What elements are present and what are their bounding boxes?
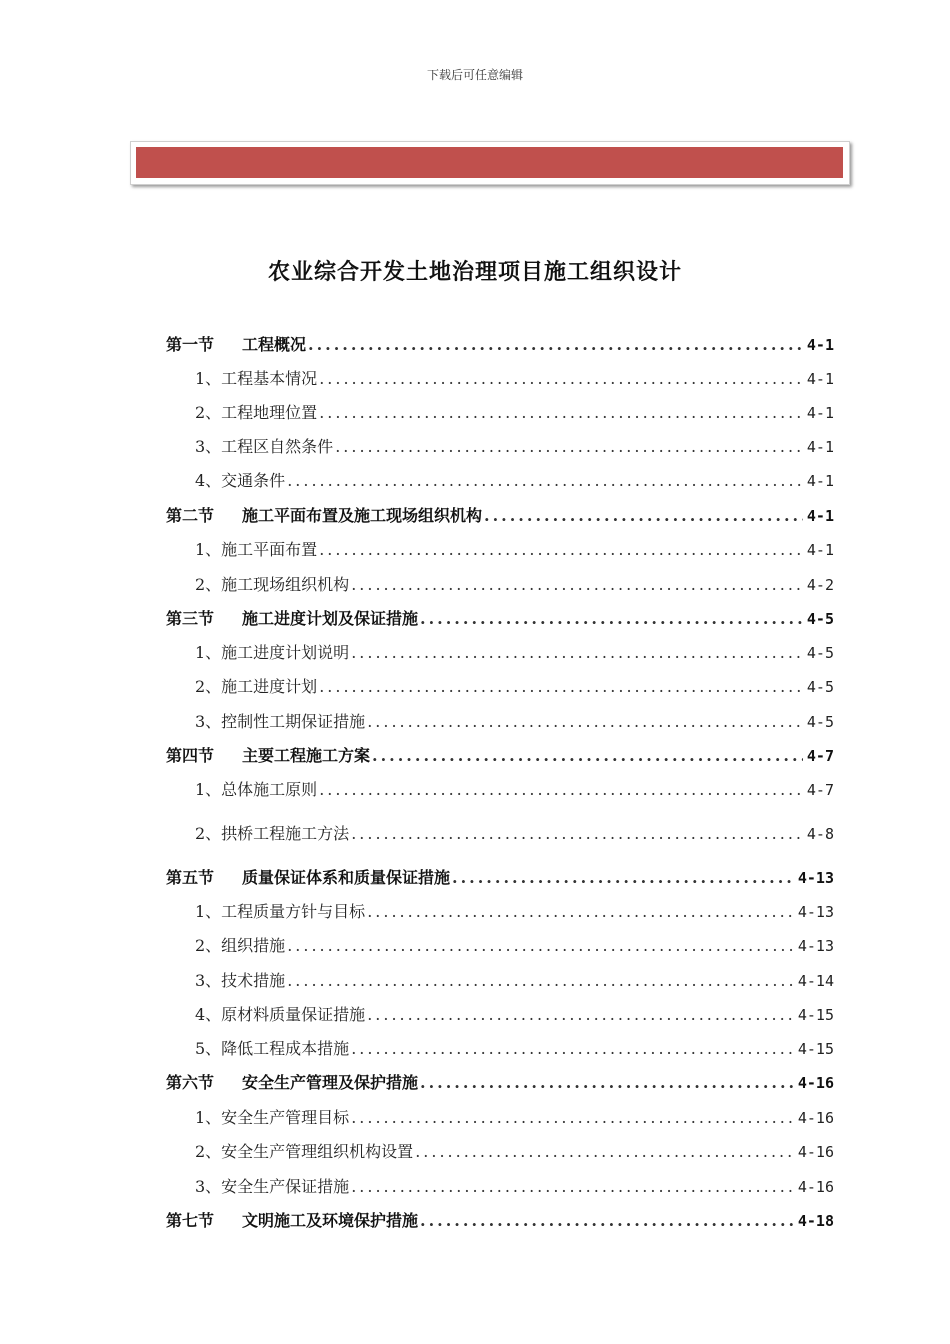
toc-entry-label <box>195 901 365 923</box>
toc-page-number: 4-7 <box>806 781 834 799</box>
toc-subsection-entry[interactable] <box>195 574 834 596</box>
toc-page-number: 4-16 <box>797 1074 834 1092</box>
toc-section-entry[interactable] <box>166 867 834 889</box>
toc-entry-text: 1、工程基本情况 <box>195 369 318 388</box>
toc-entry-label <box>195 1004 365 1026</box>
toc-entry-label <box>166 505 482 527</box>
toc-dot-leader <box>367 901 794 923</box>
toc-entry-text: 3、安全生产保证措施 <box>195 1177 350 1196</box>
toc-page-number: 4-5 <box>806 644 834 662</box>
toc-entry-text: 2、施工进度计划 <box>195 677 318 696</box>
toc-page-number: 4-8 <box>806 825 834 843</box>
toc-section-entry[interactable] <box>166 1072 834 1094</box>
toc-entry-text: 4、原材料质量保证措施 <box>195 1005 366 1024</box>
toc-entry-text: 施工平面布置及施工现场组织机构 <box>242 506 483 525</box>
toc-dot-leader <box>367 1004 794 1026</box>
toc-section-number: 第三节 <box>166 609 215 628</box>
toc-subsection-entry[interactable] <box>195 970 834 992</box>
toc-page-number: 4-15 <box>797 1006 834 1024</box>
toc-subsection-entry[interactable] <box>195 402 834 424</box>
toc-section-number: 第二节 <box>166 506 215 525</box>
toc-page-number: 4-13 <box>797 869 834 887</box>
toc-page-number: 4-14 <box>797 972 834 990</box>
toc-subsection-entry[interactable] <box>195 676 834 698</box>
toc-page-number: 4-1 <box>806 404 834 422</box>
toc-entry-text: 1、施工平面布置 <box>195 540 318 559</box>
toc-entry-label <box>195 1141 413 1163</box>
toc-entry-text: 工程概况 <box>242 335 307 354</box>
title-banner <box>130 141 850 185</box>
toc-entry-label <box>195 368 317 390</box>
toc-entry-label <box>195 711 365 733</box>
toc-entry-label <box>195 935 285 957</box>
toc-dot-leader <box>420 1210 794 1232</box>
toc-entry-text: 安全生产管理及保护措施 <box>242 1073 419 1092</box>
toc-entry-text: 1、施工进度计划说明 <box>195 643 350 662</box>
toc-entry-label <box>195 676 317 698</box>
toc-section-number: 第五节 <box>166 868 215 887</box>
toc-dot-leader <box>319 676 803 698</box>
toc-page-number: 4-1 <box>806 438 834 456</box>
toc-entry-label <box>195 539 317 561</box>
toc-page-number: 4-5 <box>806 678 834 696</box>
toc-dot-leader <box>308 334 803 356</box>
toc-subsection-entry[interactable] <box>195 470 834 492</box>
toc-subsection-entry[interactable] <box>195 1141 834 1163</box>
toc-dot-leader <box>351 1038 794 1060</box>
toc-dot-leader <box>367 711 803 733</box>
toc-page-number: 4-13 <box>797 937 834 955</box>
toc-section-entry[interactable] <box>166 608 834 630</box>
toc-page-number: 4-7 <box>806 747 834 765</box>
toc-entry-text: 3、工程区自然条件 <box>195 437 334 456</box>
toc-entry-label <box>195 779 317 801</box>
toc-page-number: 4-1 <box>806 472 834 490</box>
toc-section-entry[interactable] <box>166 745 834 767</box>
toc-page-number: 4-2 <box>806 576 834 594</box>
toc-subsection-entry[interactable] <box>195 1004 834 1026</box>
toc-subsection-entry[interactable] <box>195 1038 834 1060</box>
toc-entry-text: 1、安全生产管理目标 <box>195 1108 350 1127</box>
toc-page-number: 4-5 <box>806 713 834 731</box>
toc-subsection-entry[interactable] <box>195 1176 834 1198</box>
toc-entry-text: 2、安全生产管理组织机构设置 <box>195 1142 414 1161</box>
toc-entry-text: 1、总体施工原则 <box>195 780 318 799</box>
toc-subsection-entry[interactable] <box>195 779 834 801</box>
toc-dot-leader <box>319 539 803 561</box>
toc-dot-leader <box>351 1107 794 1129</box>
toc-page-number: 4-15 <box>797 1040 834 1058</box>
toc-page-number: 4-1 <box>806 507 834 525</box>
toc-entry-text: 3、技术措施 <box>195 971 286 990</box>
toc-entry-label <box>166 1072 418 1094</box>
toc-subsection-entry[interactable] <box>195 539 834 561</box>
toc-dot-leader <box>484 505 803 527</box>
toc-entry-label <box>195 1107 349 1129</box>
toc-entry-text: 2、工程地理位置 <box>195 403 318 422</box>
toc-dot-leader <box>319 779 803 801</box>
toc-dot-leader <box>351 823 803 845</box>
toc-dot-leader <box>319 368 803 390</box>
toc-entry-label <box>166 608 418 630</box>
toc-dot-leader <box>287 935 794 957</box>
title-banner-fill <box>136 147 843 178</box>
toc-entry-text: 施工进度计划及保证措施 <box>242 609 419 628</box>
toc-page-number: 4-16 <box>797 1109 834 1127</box>
toc-entry-text: 2、组织措施 <box>195 936 286 955</box>
toc-section-entry[interactable] <box>166 334 834 356</box>
toc-dot-leader <box>351 642 803 664</box>
toc-dot-leader <box>351 1176 794 1198</box>
header-note: 下载后可任意编辑 <box>426 68 523 82</box>
toc-subsection-entry[interactable] <box>195 436 834 458</box>
toc-entry-text: 2、拱桥工程施工方法 <box>195 824 350 843</box>
toc-page-number: 4-16 <box>797 1178 834 1196</box>
toc-entry-label <box>195 470 285 492</box>
toc-page-number: 4-16 <box>797 1143 834 1161</box>
toc-entry-text: 4、交通条件 <box>195 471 286 490</box>
toc-page-number: 4-5 <box>806 610 834 628</box>
toc-subsection-entry[interactable] <box>195 642 834 664</box>
toc-dot-leader <box>452 867 794 889</box>
toc-entry-label <box>195 574 349 596</box>
toc-entry-label <box>195 970 285 992</box>
toc-subsection-entry[interactable] <box>195 823 834 845</box>
toc-subsection-entry[interactable] <box>195 368 834 390</box>
toc-section-entry[interactable] <box>166 1210 834 1232</box>
toc-section-entry[interactable] <box>166 505 834 527</box>
toc-entry-label <box>195 1038 349 1060</box>
toc-dot-leader <box>351 574 803 596</box>
toc-page-number: 4-1 <box>806 370 834 388</box>
toc-entry-label <box>166 745 370 767</box>
toc-dot-leader <box>335 436 803 458</box>
toc-entry-label <box>195 1176 349 1198</box>
toc-entry-text: 2、施工现场组织机构 <box>195 575 350 594</box>
toc-entry-text: 5、降低工程成本措施 <box>195 1039 350 1058</box>
toc-subsection-entry[interactable] <box>195 935 834 957</box>
toc-section-number: 第四节 <box>166 746 215 765</box>
toc-entry-label <box>166 867 450 889</box>
document-title: 农业综合开发土地治理项目施工组织设计 <box>267 260 682 285</box>
toc-entry-label <box>195 642 349 664</box>
toc-entry-text: 文明施工及环境保护措施 <box>242 1211 419 1230</box>
toc-page-number: 4-13 <box>797 903 834 921</box>
toc-dot-leader <box>420 608 803 630</box>
toc-subsection-entry[interactable] <box>195 1107 834 1129</box>
toc-dot-leader <box>287 470 803 492</box>
toc-dot-leader <box>287 970 794 992</box>
toc-dot-leader <box>420 1072 794 1094</box>
toc-entry-text: 3、控制性工期保证措施 <box>195 712 366 731</box>
toc-entry-label <box>195 436 333 458</box>
toc-page-number: 4-1 <box>806 336 834 354</box>
toc-subsection-entry[interactable] <box>195 711 834 733</box>
toc-entry-label <box>195 823 349 845</box>
toc-subsection-entry[interactable] <box>195 901 834 923</box>
toc-entry-label <box>166 334 306 356</box>
toc-section-number: 第一节 <box>166 335 215 354</box>
toc-page-number: 4-1 <box>806 541 834 559</box>
toc-page-number: 4-18 <box>797 1212 834 1230</box>
toc-entry-text: 质量保证体系和质量保证措施 <box>242 868 451 887</box>
toc-entry-label <box>166 1210 418 1232</box>
toc-dot-leader <box>319 402 803 424</box>
toc-entry-text: 主要工程施工方案 <box>242 746 371 765</box>
toc-dot-leader <box>372 745 803 767</box>
toc-section-number: 第六节 <box>166 1073 215 1092</box>
toc-dot-leader <box>415 1141 794 1163</box>
toc-entry-label <box>195 402 317 424</box>
toc-entry-text: 1、工程质量方针与目标 <box>195 902 366 921</box>
toc-section-number: 第七节 <box>166 1211 215 1230</box>
